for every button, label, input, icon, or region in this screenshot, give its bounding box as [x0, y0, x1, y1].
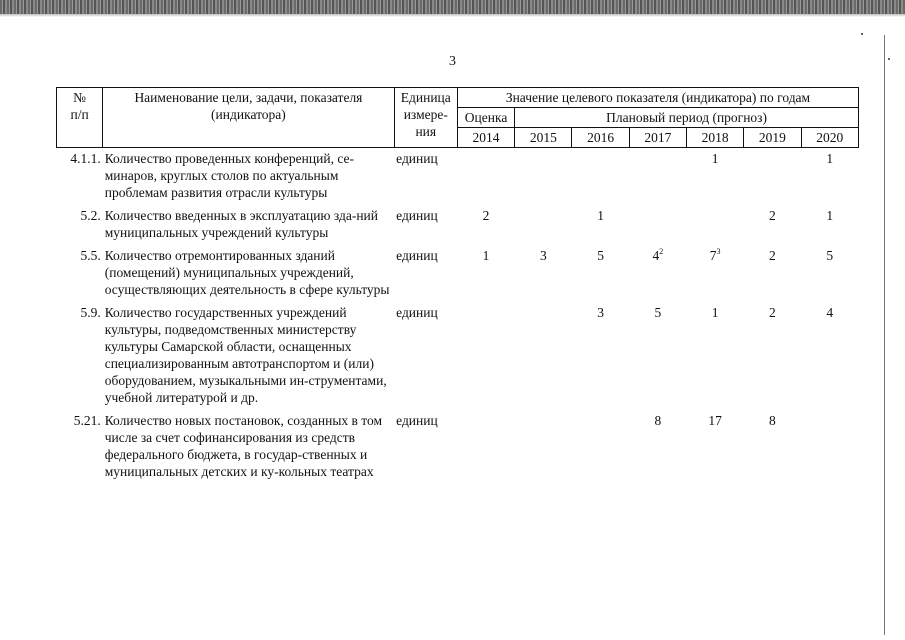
value-text: 2 — [769, 248, 776, 263]
value-cell — [801, 245, 858, 302]
unit-cell: единиц — [396, 305, 438, 320]
footnote-marker: 3 — [716, 246, 721, 256]
value-text: 4 — [826, 305, 834, 320]
value-cell — [629, 205, 686, 245]
table-row — [57, 148, 859, 206]
value-text: 7 — [709, 248, 717, 263]
value-text: 5 — [597, 248, 604, 263]
indicator-name: Количество государственных учреждений культуры, подведомственных министерству культуры Самарской области, оснащенных специализированным автотранспортом и (или) оборудованием, музыкальными ин-струментами, учебной литературой и др. — [104, 305, 387, 405]
unit-cell: единиц — [396, 413, 438, 428]
value-cell — [686, 410, 743, 484]
header-year: 2015 — [515, 128, 572, 148]
value-text: 1 — [597, 208, 604, 223]
value-text: 17 — [708, 413, 722, 428]
row-number: 5.9. — [80, 305, 101, 320]
header-planned: Плановый период (прогноз) — [515, 108, 859, 128]
indicator-name: Количество отремонтированных зданий (помещений) муниципальных учреждений, осуществляющих деятельность в сфере культуры — [104, 248, 390, 297]
header-unit: Единица измере-ния — [394, 88, 457, 148]
unit-cell: единиц — [396, 208, 438, 223]
value-text: 2 — [769, 305, 776, 320]
scan-top-edge — [0, 0, 905, 14]
indicator-name: Количество новых постановок, созданных в том числе за счет софинансирования из средств федерального бюджета, в государ-ственных и муниципальных детских и ку-кольных театрах — [104, 413, 383, 479]
value-text: 3 — [597, 305, 604, 320]
value-cell — [801, 148, 858, 206]
scan-speck — [861, 33, 863, 35]
value-cell — [744, 410, 801, 484]
value-cell — [686, 205, 743, 245]
unit-cell: единиц — [396, 151, 438, 166]
page-number: 3 — [449, 54, 456, 69]
value-cell — [744, 148, 801, 206]
row-number: 5.5. — [80, 248, 101, 263]
row-number: 5.21. — [73, 413, 101, 428]
value-cell — [515, 148, 572, 206]
value-cell — [572, 148, 629, 206]
value-cell — [515, 245, 572, 302]
value-cell — [572, 245, 629, 302]
value-text: 3 — [539, 248, 547, 263]
table-row — [57, 302, 859, 410]
value-text: 1 — [482, 248, 490, 263]
table-body — [57, 148, 859, 485]
indicator-table — [56, 87, 859, 484]
header-year: 2014 — [457, 128, 514, 148]
value-text: 5 — [654, 305, 662, 320]
value-cell — [629, 302, 686, 410]
value-cell — [515, 410, 572, 484]
value-text: 4 — [652, 248, 660, 263]
value-text: 8 — [654, 413, 662, 428]
value-cell — [744, 302, 801, 410]
indicator-name: Количество проведенных конференций, се-минаров, круглых столов по актуальным проблемам развития отрасли культуры — [104, 151, 354, 200]
value-text: 1 — [826, 208, 834, 223]
value-cell — [686, 302, 743, 410]
table-row — [57, 245, 859, 302]
value-cell — [457, 148, 514, 206]
value-cell — [629, 410, 686, 484]
value-cell — [801, 302, 858, 410]
value-cell — [572, 205, 629, 245]
value-text: 1 — [711, 305, 719, 320]
header-year: 2016 — [572, 128, 629, 148]
value-cell — [457, 205, 514, 245]
header-name: Наименование цели, задачи, показателя (индикатора) — [103, 88, 394, 148]
row-number: 5.2. — [80, 208, 101, 223]
header-year: 2020 — [801, 128, 858, 148]
value-text: 2 — [482, 208, 490, 223]
value-cell — [572, 302, 629, 410]
table-row — [57, 205, 859, 245]
value-cell — [801, 410, 858, 484]
value-cell — [686, 245, 743, 302]
value-cell — [457, 410, 514, 484]
value-cell — [686, 148, 743, 206]
value-cell — [457, 302, 514, 410]
value-cell — [572, 410, 629, 484]
value-cell — [629, 148, 686, 206]
header-estimate: Оценка — [457, 108, 514, 128]
value-cell — [629, 245, 686, 302]
footnote-marker: 2 — [659, 246, 664, 256]
value-cell — [801, 205, 858, 245]
indicator-name: Количество введенных в эксплуатацию зда-ний муниципальных учреждений культуры — [104, 208, 379, 240]
value-text: 8 — [769, 413, 776, 428]
value-cell — [515, 302, 572, 410]
row-number: 4.1.1. — [70, 151, 101, 166]
value-cell — [744, 245, 801, 302]
value-text: 1 — [826, 151, 834, 166]
header-num: № п/п — [57, 88, 103, 148]
value-cell — [515, 205, 572, 245]
value-text: 1 — [711, 151, 719, 166]
value-text: 5 — [826, 248, 834, 263]
value-cell — [744, 205, 801, 245]
header-year: 2018 — [686, 128, 743, 148]
value-cell — [457, 245, 514, 302]
value-text: 2 — [769, 208, 776, 223]
scan-speck — [888, 58, 890, 60]
header-values: Значение целевого показателя (индикатора) по годам — [457, 88, 858, 108]
header-year: 2017 — [629, 128, 686, 148]
table-row — [57, 410, 859, 484]
unit-cell: единиц — [396, 248, 438, 263]
scan-right-edge — [884, 35, 885, 635]
header-year: 2019 — [744, 128, 801, 148]
